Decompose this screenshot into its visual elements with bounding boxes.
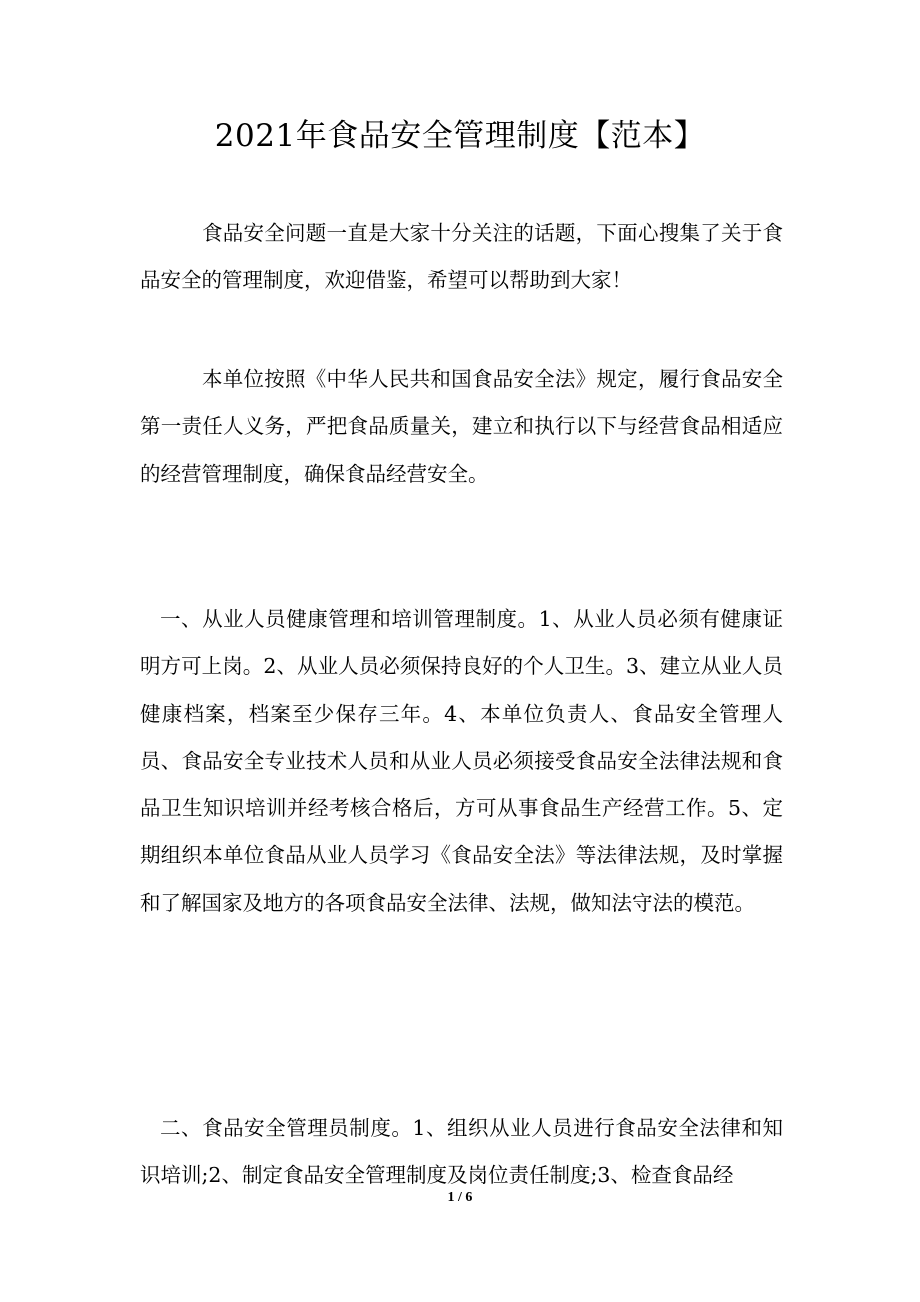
preface-paragraph: 本单位按照《中华人民共和国食品安全法》规定，履行食品安全第一责任人义务，严把食品质量关，建立和执行以下与经营食品相适应的经营管理制度，确保食品经营安全。	[140, 367, 783, 486]
intro-paragraph: 食品安全问题一直是大家十分关注的话题，下面心搜集了关于食品安全的管理制度，欢迎借鉴，希望可以帮助到大家！	[140, 221, 783, 293]
section-two-paragraph: 二、食品安全管理员制度。1、组织从业人员进行食品安全法律和知识培训;2、制定食品安全管理制度及岗位责任制度;3、检查食品经	[140, 1116, 783, 1188]
section-one-paragraph: 一、从业人员健康管理和培训管理制度。1、从业人员必须有健康证明方可上岗。2、从业人员必须保持良好的个人卫生。3、建立从业人员健康档案，档案至少保存三年。4、本单位负责人、食品安全管理人员、食品安全专业技术人员和从业人员必须接受食品安全法律法规和食品卫生知识培训并经考核合格后，方可从事食品生产经营工作。5、定期组织本单位食品从业人员学习《食品安全法》等法律法规，及时掌握和了解国家及地方的各项食品安全法律、法规，做知法守法的模范。	[140, 607, 783, 915]
document-title: 2021年食品安全管理制度【范本】	[214, 118, 706, 154]
page-number: 1 / 6	[447, 1190, 473, 1205]
